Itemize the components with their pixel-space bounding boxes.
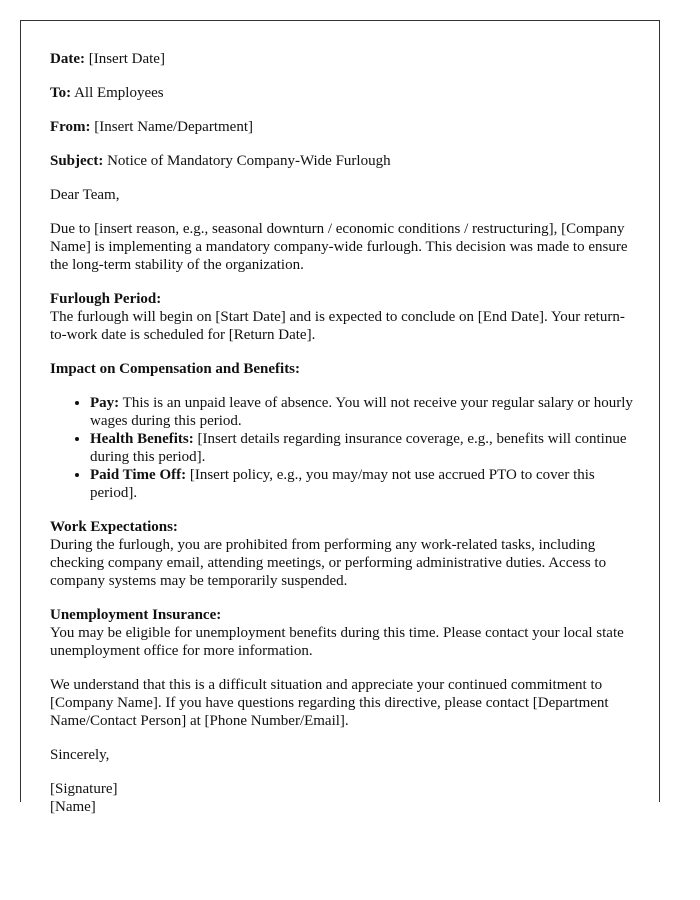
from-value: [Insert Name/Department] (94, 119, 253, 135)
salutation: Dear Team, (50, 187, 120, 203)
pay-text: This is an unpaid leave of absence. You will not receive your regular salary or hourly wages during this period. (90, 395, 633, 429)
compensation-title-text: Impact on Compensation and Benefits: (50, 361, 301, 377)
to-line (50, 84, 640, 102)
health-benefits-label: Health Benefits: (90, 431, 194, 447)
work-expectations-body: During the furlough, you are prohibited from performing any work-related tasks, including checking company email, attending meetings, or performing administrative duties. Access to company systems may be temporarily suspended. (50, 537, 607, 589)
pay-label: Pay: (90, 395, 120, 411)
letter-document (20, 20, 660, 815)
to-label: To: (50, 85, 72, 101)
from-label: From: (50, 119, 91, 135)
signature-block (50, 780, 640, 816)
intro-paragraph: Due to [insert reason, e.g., seasonal downturn / economic conditions / restructuring], [Company Name] is implementing a mandatory company-wide furlough. This decision was made to ensure the long-term stability of the organization. (50, 221, 628, 273)
work-expectations-title: Work Expectations: (50, 519, 178, 535)
paid-time-off-label: Paid Time Off: (90, 467, 187, 483)
furlough-period-title: Furlough Period: (50, 291, 162, 307)
name-line: [Name] (50, 799, 96, 815)
list-item-paid-time-off (90, 466, 640, 502)
closing-paragraph: We understand that this is a difficult situation and appreciate your continued commitment to [Company Name]. If you have questions regarding this directive, please contact [Department Name/Contact Person] at [Phone Number/Email]. (50, 677, 609, 729)
unemployment-section (50, 606, 640, 660)
furlough-period-body: The furlough will begin on [Start Date] and is expected to conclude on [End Date]. Your return-to-work date is scheduled for [Return Date]. (50, 309, 625, 343)
subject-label: Subject: (50, 153, 104, 169)
signature-line: [Signature] (50, 781, 118, 797)
paid-time-off-text: [Insert policy, e.g., you may/may not use accrued PTO to cover this period]. (90, 467, 595, 501)
compensation-title (50, 360, 640, 378)
unemployment-title: Unemployment Insurance: (50, 607, 222, 623)
signoff: Sincerely, (50, 747, 110, 763)
to-value: All Employees (74, 85, 164, 101)
compensation-list (50, 394, 640, 502)
furlough-period-section (50, 290, 640, 344)
date-label: Date: (50, 51, 85, 67)
work-expectations-section (50, 518, 640, 590)
unemployment-body: You may be eligible for unemployment benefits during this time. Please contact your local state unemployment office for more information. (50, 625, 624, 659)
date-line (50, 50, 640, 68)
date-value: [Insert Date] (88, 51, 165, 67)
subject-line (50, 152, 640, 170)
health-benefits-text: [Insert details regarding insurance coverage, e.g., benefits will continue during this period]. (90, 431, 627, 465)
list-item-pay (90, 394, 640, 430)
letter-content (50, 50, 640, 816)
subject-value: Notice of Mandatory Company-Wide Furlough (107, 153, 391, 169)
from-line (50, 118, 640, 136)
list-item-health-benefits (90, 430, 640, 466)
